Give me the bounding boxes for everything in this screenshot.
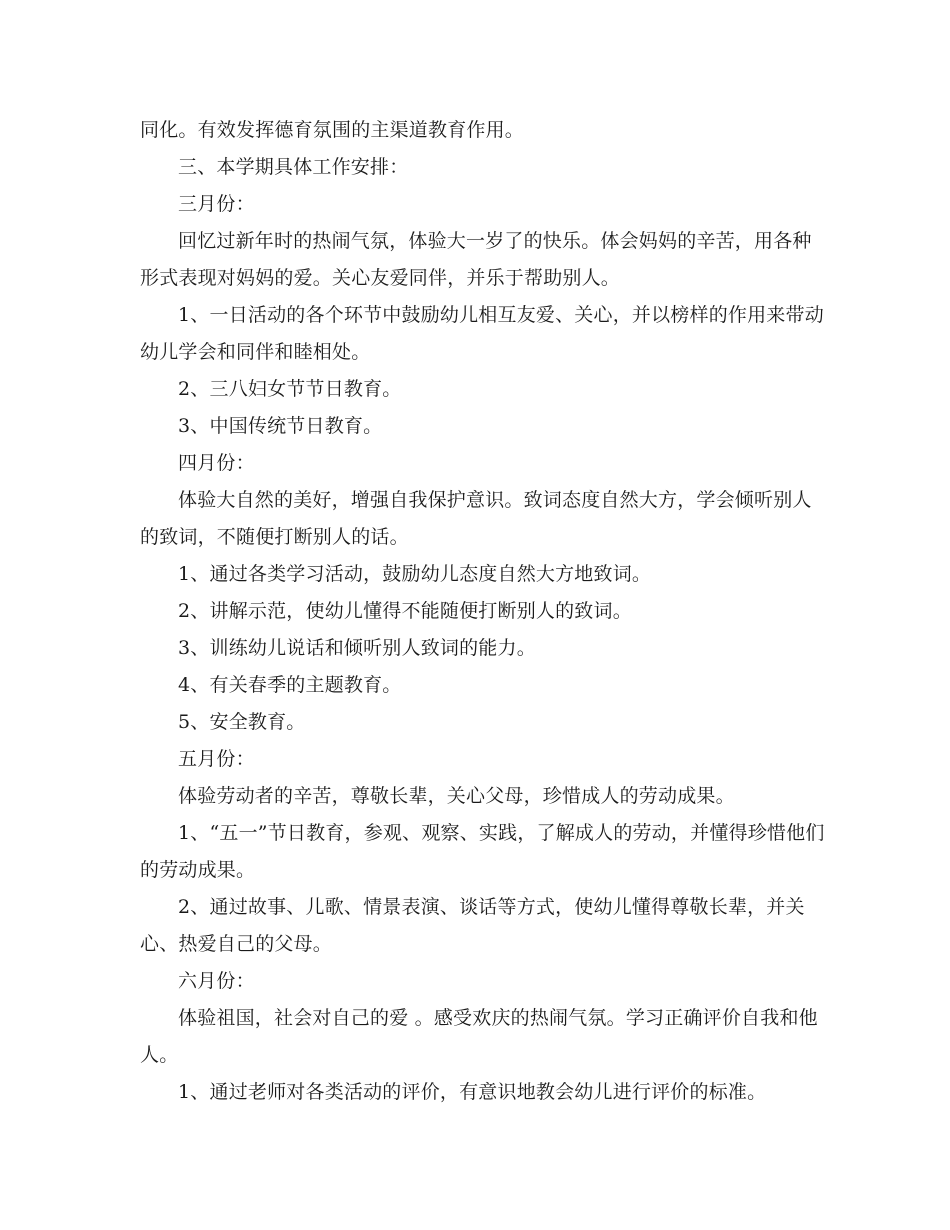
list-item: 1、通过各类学习活动，鼓励幼儿态度自然大方地致词。 bbox=[178, 563, 652, 585]
list-item: 3、中国传统节日教育。 bbox=[178, 415, 383, 437]
paragraph-line: 回忆过新年时的热闹气氛，体验大一岁了的快乐。体会妈妈的辛苦，用各种 bbox=[178, 230, 812, 252]
paragraph-line: 形式表现对妈妈的爱。关心友爱同伴，并乐于帮助别人。 bbox=[140, 267, 621, 289]
paragraph-line: 体验祖国，社会对自己的爱 。感受欢庆的热闹气氛。学习正确评价自我和他 bbox=[178, 1007, 818, 1029]
month-heading: 三月份： bbox=[178, 193, 255, 215]
list-item: 2、讲解示范，使幼儿懂得不能随便打断别人的致词。 bbox=[178, 600, 632, 622]
paragraph-line: 体验劳动者的辛苦，尊敬长辈，关心父母，珍惜成人的劳动成果。 bbox=[178, 785, 735, 807]
list-item: 2、通过故事、儿歌、情景表演、谈话等方式，使幼儿懂得尊敬长辈，并关 bbox=[178, 896, 805, 918]
list-item: 1、通过老师对各类活动的评价，有意识地教会幼儿进行评价的标准。 bbox=[178, 1081, 767, 1103]
paragraph-line: 体验大自然的美好，增强自我保护意识。致词态度自然大方，学会倾听别人 bbox=[178, 489, 812, 511]
list-item: 3、训练幼儿说话和倾听别人致词的能力。 bbox=[178, 637, 536, 659]
list-item: 5、安全教育。 bbox=[178, 711, 306, 733]
list-item-continued: 心、热爱自己的父母。 bbox=[140, 933, 333, 955]
month-heading: 六月份： bbox=[178, 970, 255, 992]
month-heading: 四月份： bbox=[178, 452, 255, 474]
month-heading: 五月份： bbox=[178, 748, 255, 770]
list-item-continued: 的劳动成果。 bbox=[140, 859, 256, 881]
list-item: 4、有关春季的主题教育。 bbox=[178, 674, 402, 696]
section-heading: 三、本学期具体工作安排： bbox=[178, 156, 409, 178]
list-item: 1、“五一”节日教育，参观、观察、实践，了解成人的劳动，并懂得珍惜他们 bbox=[178, 822, 825, 844]
paragraph-line: 同化。有效发挥德育氛围的主渠道教育作用。 bbox=[140, 119, 525, 141]
paragraph-line: 的致词，不随便打断别人的话。 bbox=[140, 526, 409, 548]
paragraph-line: 人。 bbox=[140, 1044, 179, 1066]
list-item: 1、一日活动的各个环节中鼓励幼儿相互友爱、关心，并以榜样的作用来带动 bbox=[178, 304, 824, 326]
list-item: 2、三八妇女节节日教育。 bbox=[178, 378, 402, 400]
list-item-continued: 幼儿学会和同伴和睦相处。 bbox=[140, 341, 371, 363]
